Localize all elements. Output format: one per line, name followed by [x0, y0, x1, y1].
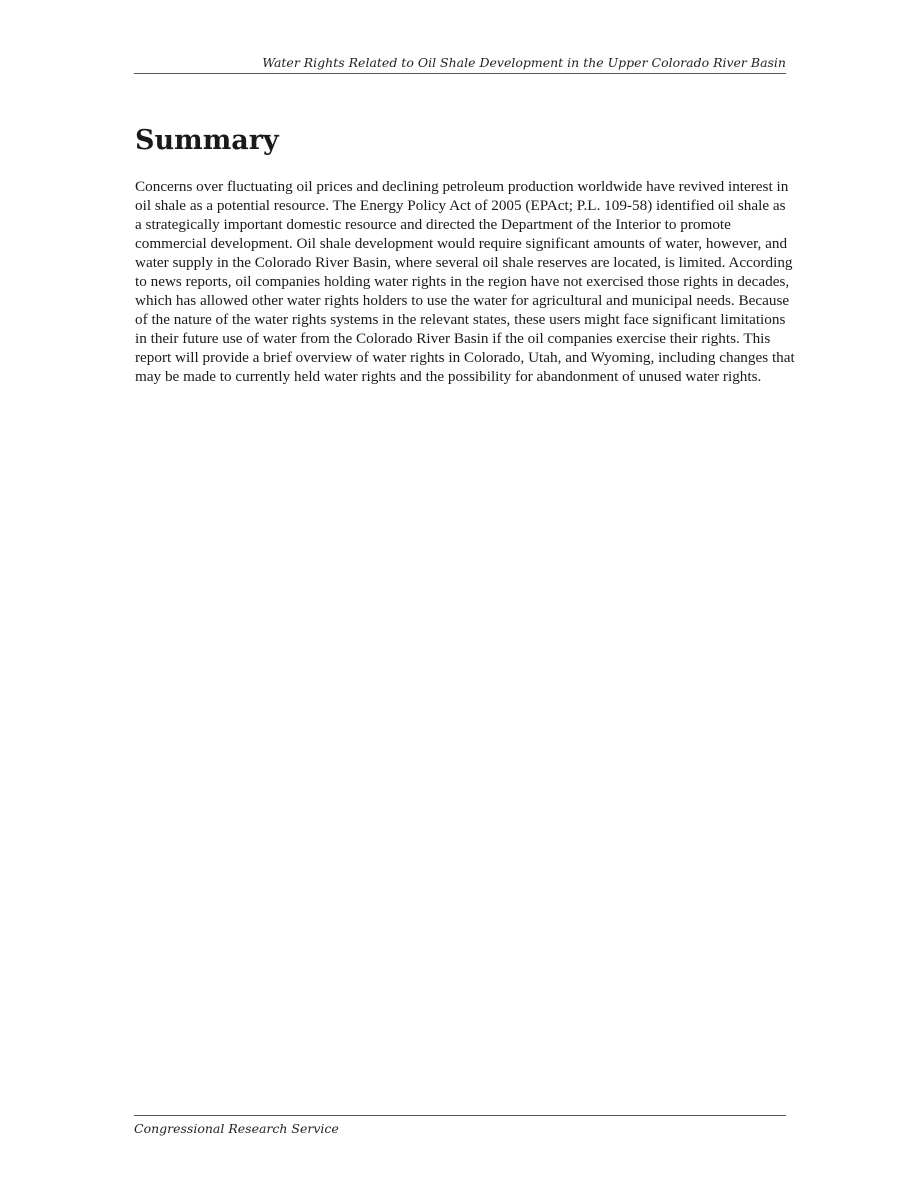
running-header: [134, 55, 786, 74]
summary-paragraph: Concerns over fluctuating oil prices and declining petroleum production worldwide have revived interest in oil shale as a potential resource. The Energy Policy Act of 2005 (EPAct; P.L. 109-58) identified oil shale as a strategically important domestic resource and directed the Department of the Interior to promote commercial development. Oil shale development would require significant amounts of water, however, and water supply in the Colorado River Basin, where several oil shale reserves are located, is limited. According to news reports, oil companies holding water rights in the region have not exercised those rights in decades, which has allowed other water rights holders to use the water for agricultural and municipal needs. Because of the nature of the water rights systems in the relevant states, these users might face significant limitations in their future use of water from the Colorado River Basin if the oil companies exercise their rights. This report will provide a brief overview of water rights in Colorado, Utah, and Wyoming, including changes that may be made to currently held water rights and the possibility for abandonment of unused water rights.: [135, 178, 795, 385]
footer-organization: Congressional Research Service: [134, 1121, 339, 1136]
running-header-title: Water Rights Related to Oil Shale Development in the Upper Colorado River Basin: [262, 55, 786, 70]
running-footer: [134, 1115, 786, 1137]
page-title: Summary: [135, 125, 279, 156]
